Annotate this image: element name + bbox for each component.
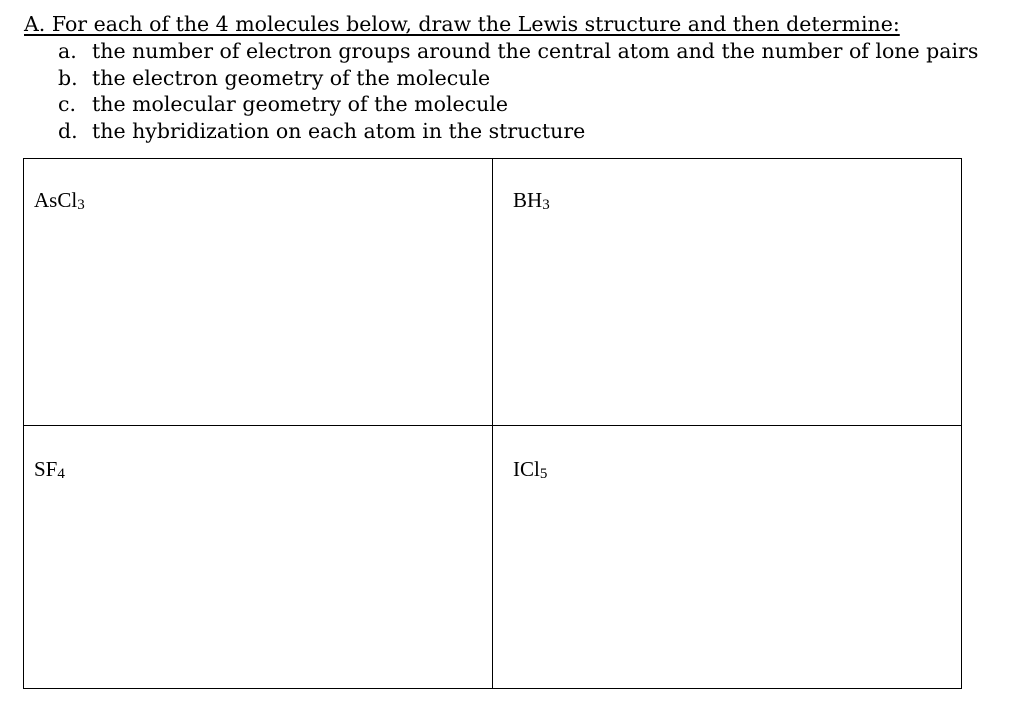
answer-grid <box>23 158 962 689</box>
task-item <box>58 65 978 92</box>
answer-cell-ascl3[interactable] <box>24 159 492 425</box>
task-text: the electron geometry of the molecule <box>92 65 491 90</box>
task-text: the hybridization on each atom in the structure <box>92 118 586 143</box>
task-letter: d. <box>58 118 78 143</box>
task-item <box>58 118 978 145</box>
molecule-formula: ICl5 <box>513 457 548 482</box>
task-text: the number of electron groups around the central atom and the number of lone pairs <box>92 39 979 63</box>
task-letter: a. <box>58 39 77 63</box>
task-item <box>58 38 978 65</box>
task-letter: c. <box>58 92 76 116</box>
question-heading: A. For each of the 4 molecules below, draw the Lewis structure and then determine: <box>24 12 900 36</box>
task-letter: b. <box>58 65 78 90</box>
answer-cell-bh3[interactable] <box>492 159 961 425</box>
task-item <box>58 91 978 118</box>
task-text: the molecular geometry of the molecule <box>92 92 509 116</box>
molecule-formula: SF4 <box>34 457 65 482</box>
molecule-formula: BH3 <box>513 188 550 213</box>
answer-cell-icl5[interactable] <box>492 425 961 688</box>
molecule-formula: AsCl3 <box>34 188 85 213</box>
task-list <box>58 38 978 144</box>
answer-cell-sf4[interactable] <box>24 425 492 688</box>
